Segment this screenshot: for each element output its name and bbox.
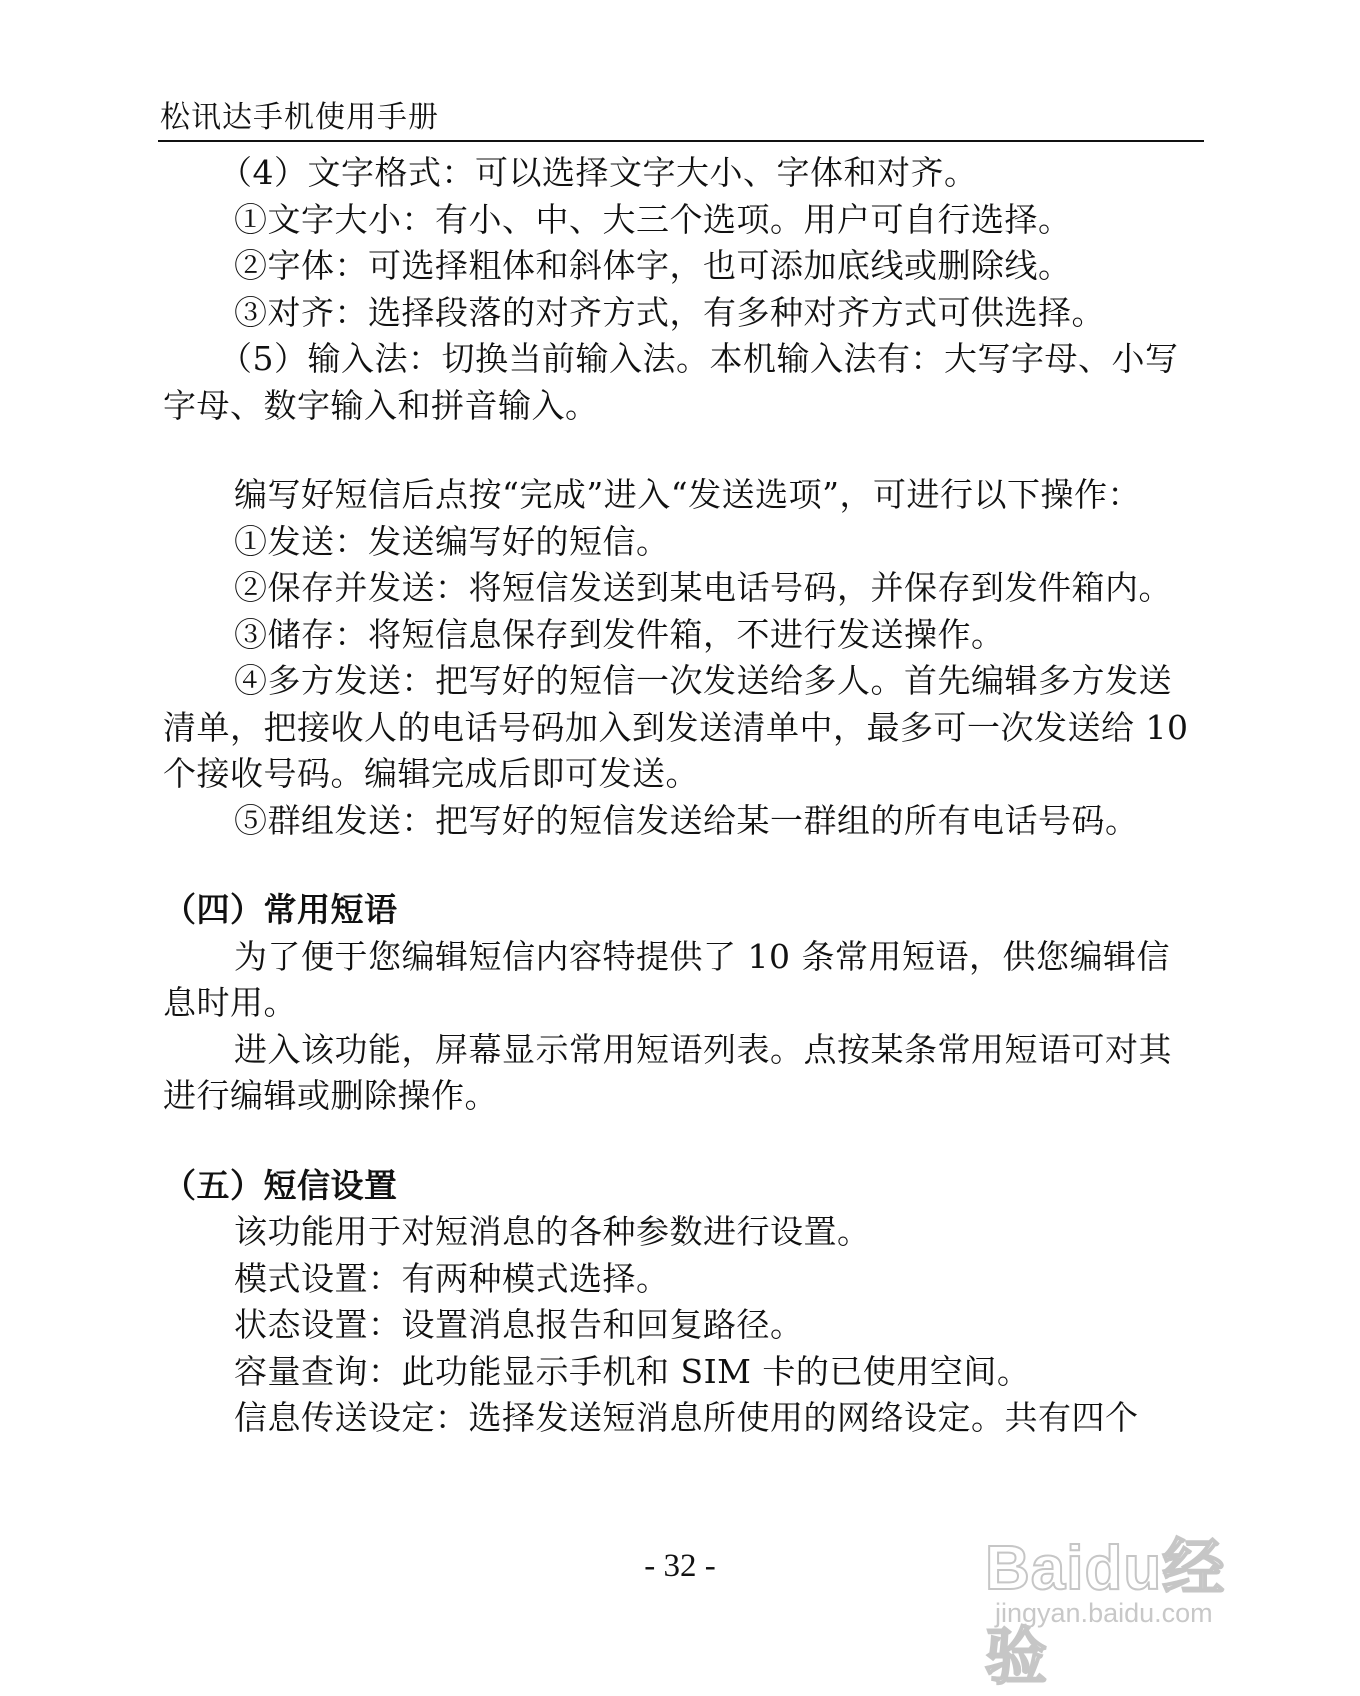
spacer [163, 844, 1203, 887]
paragraph: 状态设置：设置消息报告和回复路径。 [234, 1305, 804, 1344]
section-heading: （五）短信设置 [163, 1165, 398, 1205]
header-rule [158, 140, 1204, 142]
watermark-logo: Baidu经验 [985, 1534, 1226, 1692]
section-heading: （四）常用短语 [163, 890, 398, 929]
paragraph: ③对齐：选择段落的对齐方式，有多种对齐方式可供选择。 [234, 292, 1105, 332]
watermark-url: jingyan.baidu.com [995, 1598, 1213, 1628]
baidu-watermark [985, 1518, 1285, 1692]
paragraph: ②字体：可选择粗体和斜体字，也可添加底线或删除线。 [234, 246, 1072, 285]
paragraph: 信息传送设定：选择发送短消息所使用的网络设定。共有四个 [234, 1398, 1139, 1437]
paragraph: ①发送：发送编写好的短信。 [234, 521, 670, 561]
paragraph: ④多方发送：把写好的短信一次发送给多人。首先编辑多方发送清单，把接收人的电话号码加入到发送清单中，最多可一次发送给 10 个接收号码。编辑完成后即可发送。 [163, 661, 1189, 793]
paragraph: 进入该功能，屏幕显示常用短语列表。点按某条常用短语可对其进行编辑或删除操作。 [163, 1029, 1172, 1115]
page-header-title: 松讯达手机使用手册 [160, 100, 439, 135]
paragraph: 为了便于您编辑短信内容特提供了 10 条常用短语，供您编辑信息时用。 [163, 936, 1170, 1022]
paragraph: ⑤群组发送：把写好的短信发送给某一群组的所有电话号码。 [234, 800, 1139, 840]
paragraph: （5）输入法：切换当前输入法。本机输入法有：大写字母、小写字母、数字输入和拼音输入。 [163, 339, 1179, 425]
paragraph: ③储存：将短信息保存到发件箱，不进行发送操作。 [234, 614, 1005, 654]
paragraph: 编写好短信后点按“完成”进入“发送选项”，可进行以下操作： [234, 475, 1141, 514]
page-body [163, 150, 1203, 1442]
paragraph: （4）文字格式：可以选择文字大小、字体和对齐。 [219, 153, 978, 192]
spacer [163, 429, 1203, 472]
paragraph: 模式设置：有两种模式选择。 [234, 1258, 670, 1298]
page-number: - 32 - [644, 1548, 716, 1584]
paragraph: ②保存并发送：将短信发送到某电话号码，并保存到发件箱内。 [234, 568, 1172, 607]
spacer [163, 1120, 1203, 1163]
paragraph: 该功能用于对短消息的各种参数进行设置。 [234, 1212, 871, 1251]
paragraph: 容量查询：此功能显示手机和 SIM 卡的已使用空间。 [234, 1351, 1031, 1391]
paragraph: ①文字大小：有小、中、大三个选项。用户可自行选择。 [234, 199, 1072, 239]
